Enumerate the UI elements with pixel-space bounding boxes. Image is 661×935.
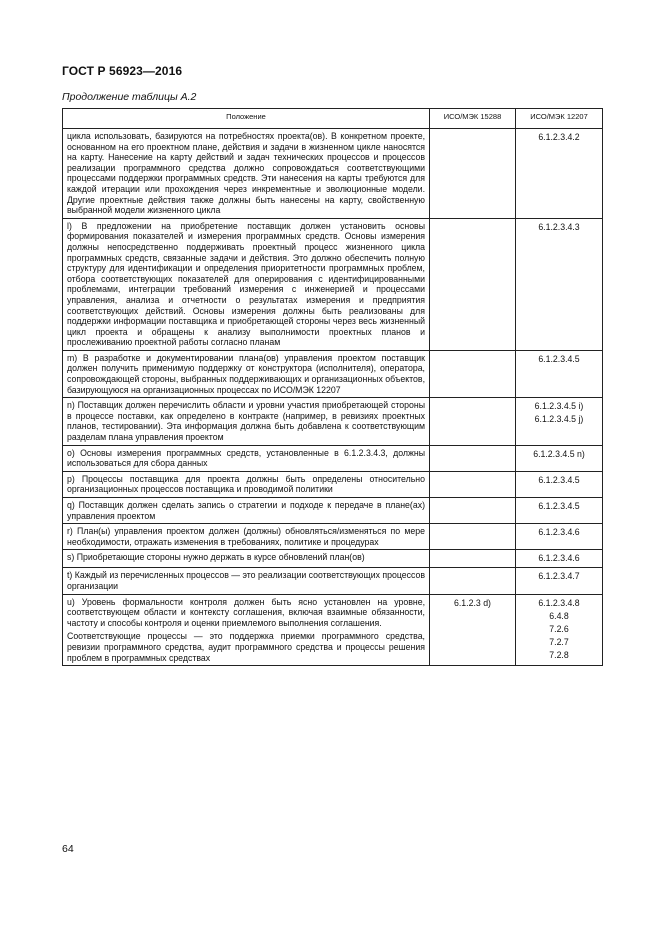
table-caption: Продолжение таблицы А.2 bbox=[62, 91, 197, 103]
provision-text: цикла использовать, базируются на потребностях проекта(ов). В конкретном проекте, основанном на его проектном плане, действия и задачи в жизненном цикле наносятся на карту. Нанесение на карту действий и задач технических процессов и процессов реализации программного средства должно сопровождаться соответствующими процессами поддержки программных средств. Эти нанесения на карты требуются для каждой итерации или прохождения через инкрементные и эволюционные модели. Другие проектные действия также должны быть нанесены на карту, свойственную выбранной модели жизненного цикла bbox=[67, 131, 425, 216]
iso12207-ref-cell bbox=[516, 568, 603, 594]
table-row bbox=[63, 350, 603, 397]
table-row bbox=[63, 129, 603, 219]
table-row bbox=[63, 594, 603, 666]
provision-cell bbox=[63, 498, 430, 524]
iso12207-ref-cell bbox=[516, 218, 603, 350]
provision-cell bbox=[63, 524, 430, 550]
iso12207-ref-cell bbox=[516, 498, 603, 524]
iso12207-ref-cell bbox=[516, 350, 603, 397]
iso15288-ref-cell bbox=[430, 471, 516, 497]
iso15288-ref: 6.1.2.3 d) bbox=[454, 597, 491, 608]
iso12207-ref: 6.1.2.3.4.2 bbox=[538, 132, 580, 142]
page-number: 64 bbox=[62, 843, 74, 855]
provision-text: l) В предложении на приобретение поставщик должен установить основы формирования показателей и измерения программных средств. Основы измерения должны непосредственно поддерживать проектный процесс жизненного цикла программных средств, связанные задачи и действия. Это должно обеспечить полную структуру для идентификации и определения приоритетности программных проблем, отбора соответствующих показателей для оперирования с идентифицированными проблемами, интеграции требований измерения с инженерией и процессами управления, анализа и отчетности о результатах измерения и предприятия соответствующих действий. Основы измерения должны быть реализованы для поддержки информации поставщика и приобретающей стороны через весь жизненный цикл проекта и обращены к анализу выполнимости проектных планов и прослеживанию проектной работы согласно планам bbox=[67, 220, 425, 348]
iso12207-ref-cell bbox=[516, 471, 603, 497]
iso12207-ref: 6.1.2.3.4.7 bbox=[538, 571, 580, 582]
iso12207-ref-cell bbox=[516, 594, 603, 666]
iso15288-ref-cell bbox=[430, 398, 516, 445]
iso15288-ref-cell bbox=[430, 498, 516, 524]
iso12207-ref: 7.2.8 bbox=[549, 649, 569, 660]
provision-text: m) В разработке и документировании плана(ов) управления проектом поставщик должен получить применимую поддержку от конструктора (исполнителя), оператора, сопровождающей стороны, выбранных поддерживающих и организационных объектов, базирующуюся на организационных процессах по ИСО/МЭК 12207 bbox=[67, 352, 425, 395]
iso12207-ref: 7.2.6 bbox=[549, 623, 569, 634]
iso12207-ref: 6.1.2.3.4.6 bbox=[538, 527, 580, 538]
provision-text: n) Поставщик должен перечислить области и уровни участия приобретающей стороны в процессе поставки, как определено в контракте (например, в ревизиях проектных планов, тестировании). Эта информация должна быть добавлена к соответствующим разделам плана управления проектом bbox=[67, 400, 425, 443]
iso12207-ref: 6.1.2.3.4.5 bbox=[538, 501, 580, 511]
iso12207-ref-cell bbox=[516, 524, 603, 550]
iso12207-ref: 6.1.2.3.4.5 bbox=[538, 353, 580, 364]
iso12207-ref-cell bbox=[516, 445, 603, 471]
iso15288-ref-cell bbox=[430, 550, 516, 568]
table-row bbox=[63, 218, 603, 350]
table-row bbox=[63, 524, 603, 550]
table-row bbox=[63, 471, 603, 497]
table-row bbox=[63, 498, 603, 524]
iso15288-ref-cell bbox=[430, 129, 516, 219]
table-row bbox=[63, 550, 603, 568]
provision-text: r) План(ы) управления проектом должен (должны) обновляться/изменяться по мере необходимости, отражать изменения в требованиях, политике и процедурах bbox=[67, 526, 425, 547]
provision-cell bbox=[63, 350, 430, 397]
table-row bbox=[63, 398, 603, 445]
iso15288-ref-cell bbox=[430, 524, 516, 550]
document-header: ГОСТ Р 56923—2016 bbox=[62, 64, 183, 78]
column-header-iso15288: ИСО/МЭК 15288 bbox=[430, 109, 516, 129]
iso12207-ref: 6.1.2.3.4.6 bbox=[538, 553, 580, 564]
table-header-row bbox=[63, 109, 603, 129]
provision-text: t) Каждый из перечисленных процессов — это реализации соответствующих процессов организации bbox=[67, 570, 425, 591]
provision-cell bbox=[63, 129, 430, 219]
iso12207-ref: 6.1.2.3.4.5 i) bbox=[534, 401, 584, 412]
provision-text: Соответствующие процессы — это поддержка приемки программного средства, ревизии программного средства, аудит программного средства и процессы решения проблем в программных средствах bbox=[67, 631, 425, 663]
iso12207-ref: 6.1.2.3.4.5 j) bbox=[534, 414, 584, 425]
iso12207-ref: 6.1.2.3.4.3 bbox=[538, 221, 580, 232]
provision-text: q) Поставщик должен сделать запись о стратегии и подходе к передаче в плане(ах) управления проектом bbox=[67, 500, 425, 521]
provision-cell bbox=[63, 398, 430, 445]
iso12207-ref: 6.1.2.3.4.5 bbox=[538, 474, 580, 485]
iso12207-ref-cell bbox=[516, 129, 603, 219]
provision-cell bbox=[63, 568, 430, 594]
provision-text: o) Основы измерения программных средств, установленные в 6.1.2.3.4.3, должны использоваться для сбора данных bbox=[67, 447, 425, 469]
provision-cell bbox=[63, 594, 430, 666]
table-body bbox=[63, 129, 603, 666]
iso12207-ref-cell bbox=[516, 550, 603, 568]
provision-cell bbox=[63, 550, 430, 568]
iso12207-ref: 6.1.2.3.4.8 bbox=[538, 597, 580, 608]
iso15288-ref-cell bbox=[430, 568, 516, 594]
requirements-table bbox=[62, 108, 603, 666]
table-row bbox=[63, 445, 603, 471]
column-header-iso12207: ИСО/МЭК 12207 bbox=[516, 109, 603, 129]
iso15288-ref-cell bbox=[430, 218, 516, 350]
iso12207-ref: 7.2.7 bbox=[549, 636, 569, 647]
provision-text: s) Приобретающие стороны нужно держать в курсе обновлений план(ов) bbox=[67, 552, 365, 563]
iso15288-ref-cell bbox=[430, 445, 516, 471]
table-row bbox=[63, 568, 603, 594]
provision-cell bbox=[63, 471, 430, 497]
provision-cell bbox=[63, 218, 430, 350]
iso12207-ref-cell bbox=[516, 398, 603, 445]
iso15288-ref-cell bbox=[430, 594, 516, 666]
provision-cell bbox=[63, 445, 430, 471]
iso15288-ref-cell bbox=[430, 350, 516, 397]
iso12207-ref: 6.1.2.3.4.5 n) bbox=[533, 448, 585, 459]
provision-text: u) Уровень формальности контроля должен быть ясно установлен на уровне, соответствующем области и контексту соглашения, включая взаимные обязанности, частоту и способы контроля и оценки приемлемого выполнения соглашения. bbox=[67, 596, 425, 628]
column-header-provision: Положение bbox=[63, 109, 430, 129]
iso12207-ref: 6.4.8 bbox=[549, 610, 569, 621]
provision-text: p) Процессы поставщика для проекта должны быть определены относительно организационных процессов поставщика и проводимой политики bbox=[67, 473, 425, 495]
